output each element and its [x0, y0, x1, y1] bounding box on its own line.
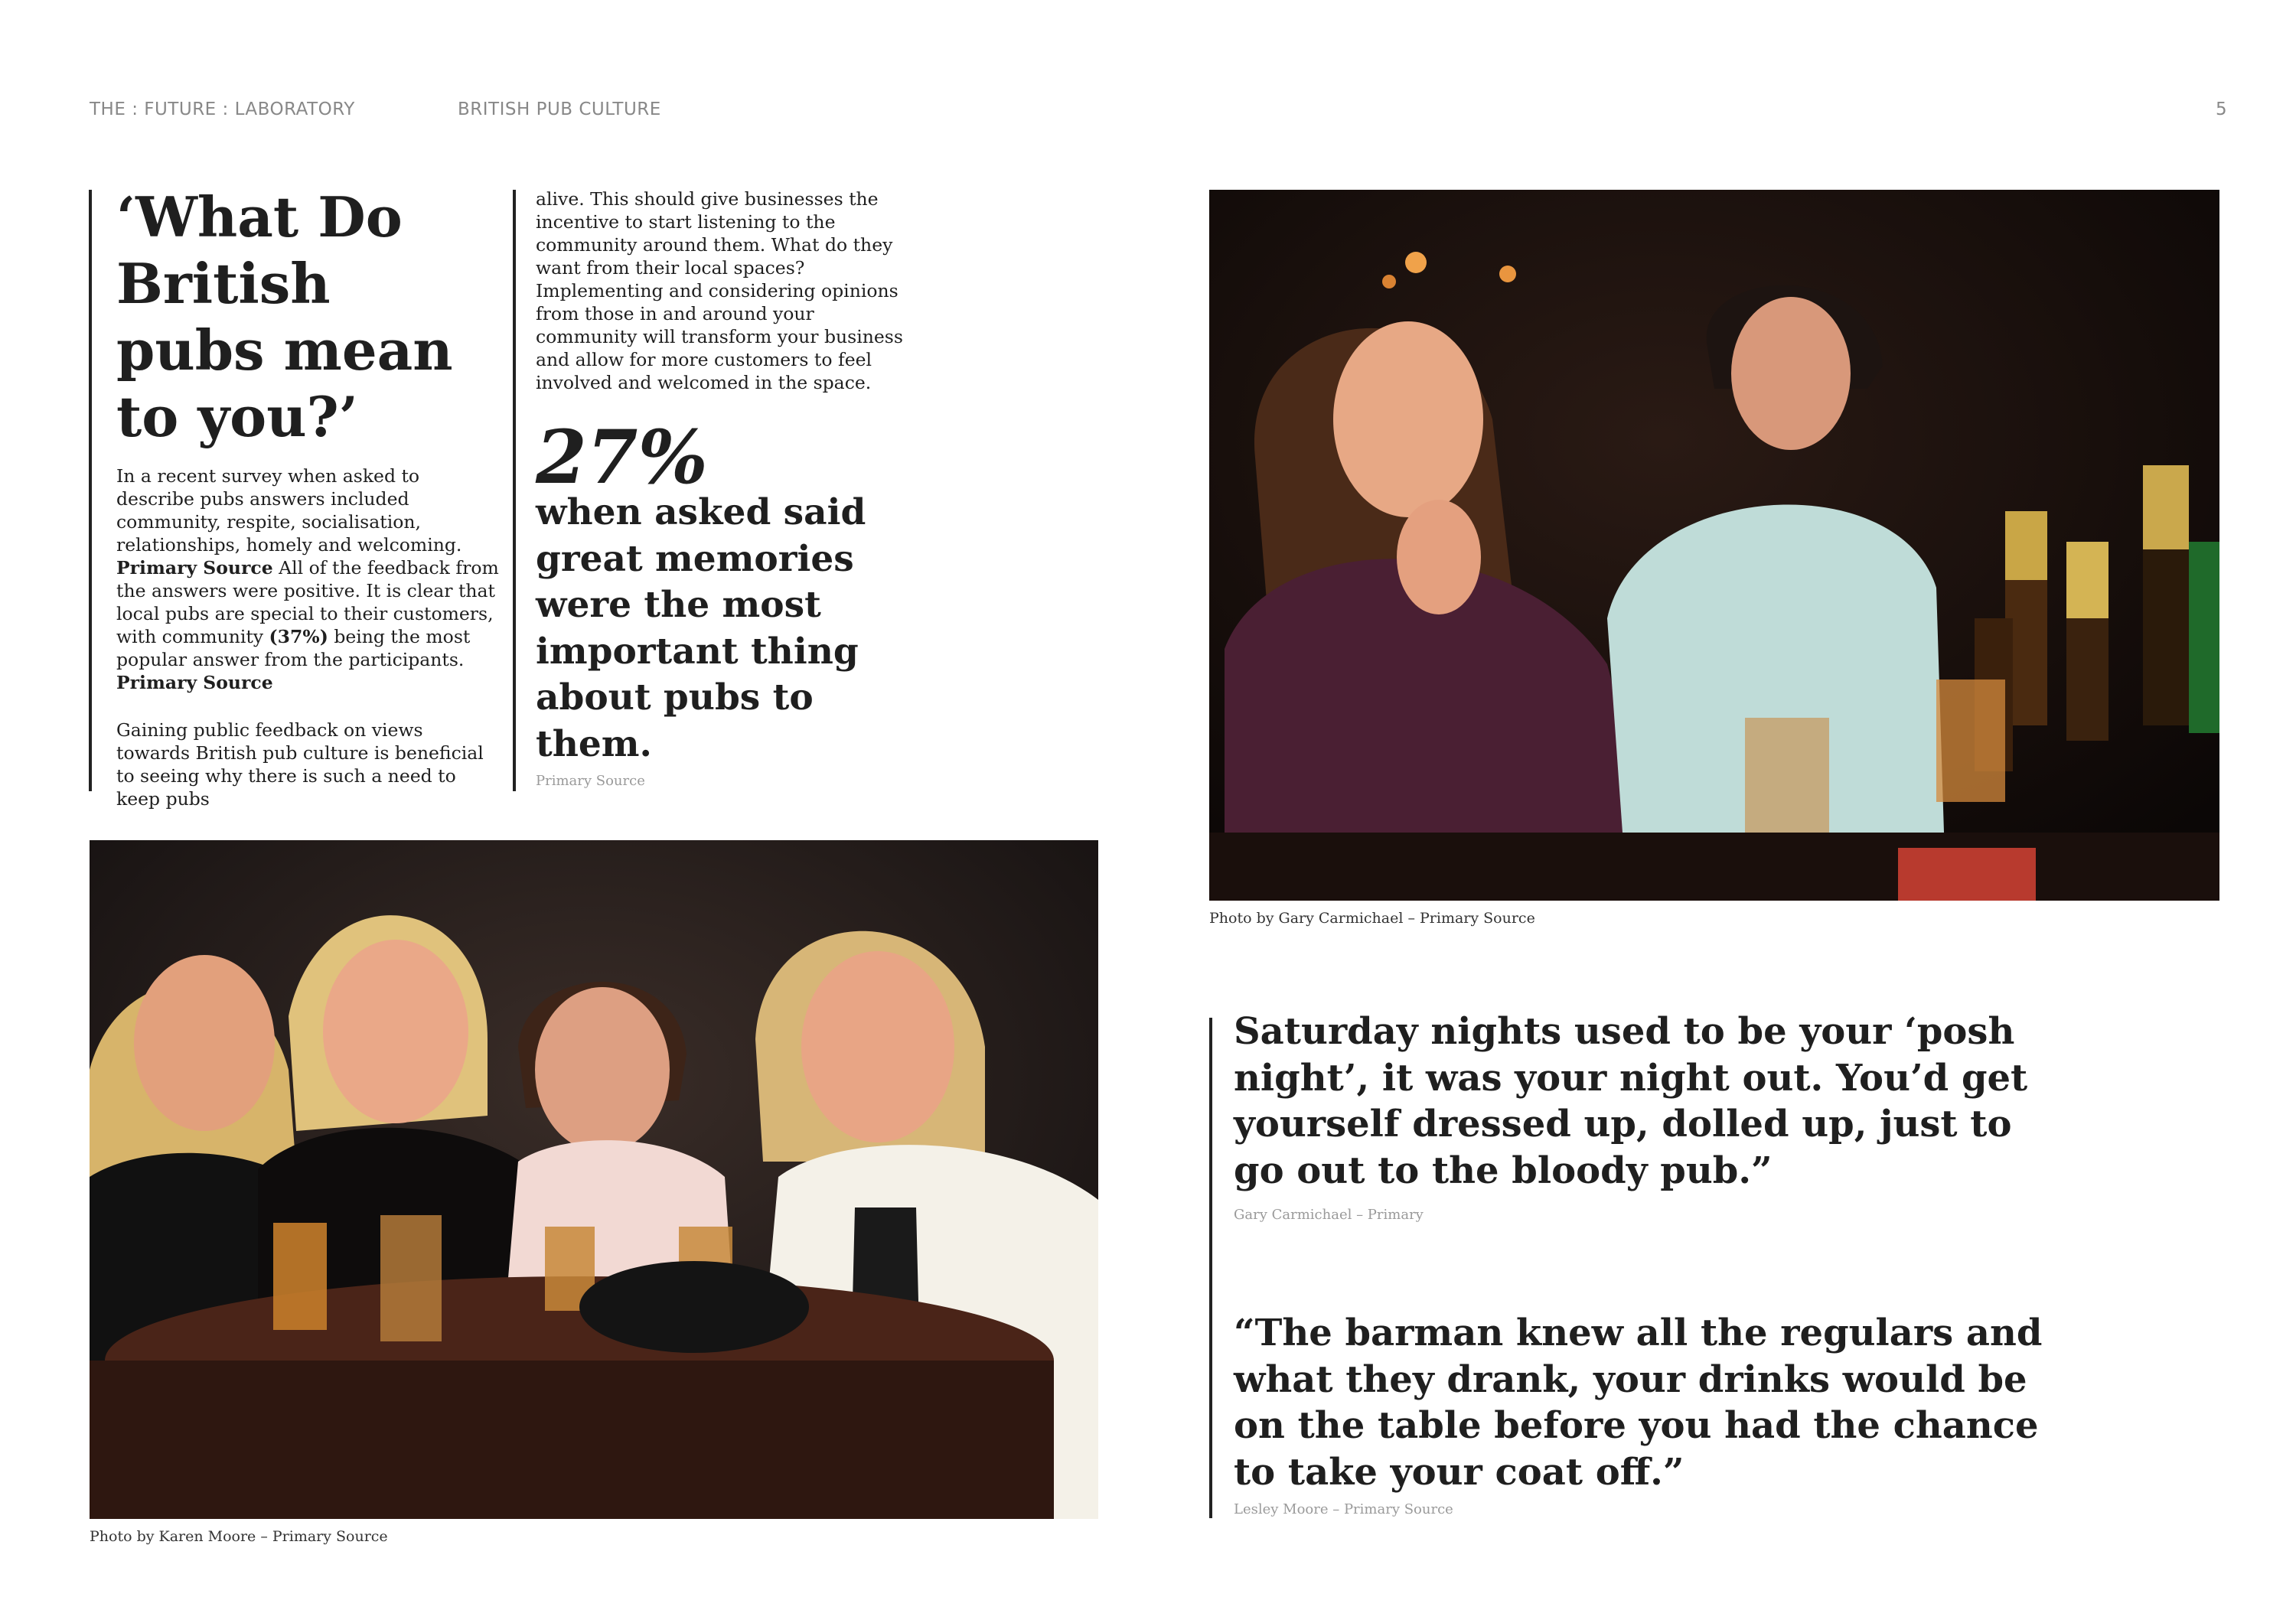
quote-barman: “The barman knew all the regulars and what they drank, your drinks would be on the table before you had the chance to take your coat off.”	[1234, 1312, 2043, 1494]
middle-column-rule	[513, 190, 516, 791]
section-header: BRITISH PUB CULTURE	[458, 99, 661, 119]
community-stat: (37%)	[269, 626, 328, 647]
couple-photo-illustration	[1209, 190, 2219, 901]
publisher-header: THE : FUTURE : LABORATORY	[90, 99, 355, 119]
women-photo-illustration	[90, 840, 1098, 1519]
stat-description: when asked said great memories were the most important thing about pubs to them.	[536, 491, 866, 765]
quote-2-attribution: Lesley Moore – Primary Source	[1234, 1501, 1453, 1517]
article-title: ‘What Do British pubs mean to you?’	[116, 184, 453, 449]
stat-source: Primary Source	[536, 773, 645, 789]
quotes-rule	[1209, 1018, 1212, 1518]
primary-source-label-2: Primary Source	[116, 672, 273, 693]
top-photo-caption: Photo by Gary Carmichael – Primary Source	[1209, 910, 1535, 927]
intro-text-1: In a recent survey when asked to describe pubs answers included community, respite, socialisation, relationships, homely and welcoming.	[116, 465, 462, 556]
page-number: 5	[2216, 99, 2228, 119]
quote-1-attribution: Gary Carmichael – Primary	[1234, 1207, 1424, 1223]
left-column-rule	[89, 190, 92, 791]
intro-text-3: being the most popular answer from the participants.	[116, 626, 471, 670]
primary-source-label-1: Primary Source	[116, 557, 273, 578]
quote-saturday-nights: Saturday nights used to be your ‘posh night’, it was your night out. You’d get yourself dressed up, dolled up, just to go out to the bloody pub.”	[1234, 1010, 2028, 1192]
bottom-photo-caption: Photo by Karen Moore – Primary Source	[90, 1528, 388, 1545]
intro-paragraph	[116, 464, 499, 694]
photo-couple-at-pub	[1209, 190, 2219, 901]
feedback-paragraph: Gaining public feedback on views towards British pub culture is beneficial to seeing why there is such a need to keep pubs	[116, 719, 484, 810]
intro-text-2: All of the feedback from the answers were positive. It is clear that local pubs are special to their customers, with community	[116, 557, 499, 647]
photo-four-women-at-pub	[90, 840, 1098, 1519]
stat-value: 27%	[536, 414, 708, 500]
feedback-paragraph-continued: alive. This should give businesses the incentive to start listening to the community around them. What do they want from their local spaces? Implementing and considering opinions from those in and around your community will transform your business and allow for more customers to feel involved and welcomed in the space.	[536, 188, 903, 393]
